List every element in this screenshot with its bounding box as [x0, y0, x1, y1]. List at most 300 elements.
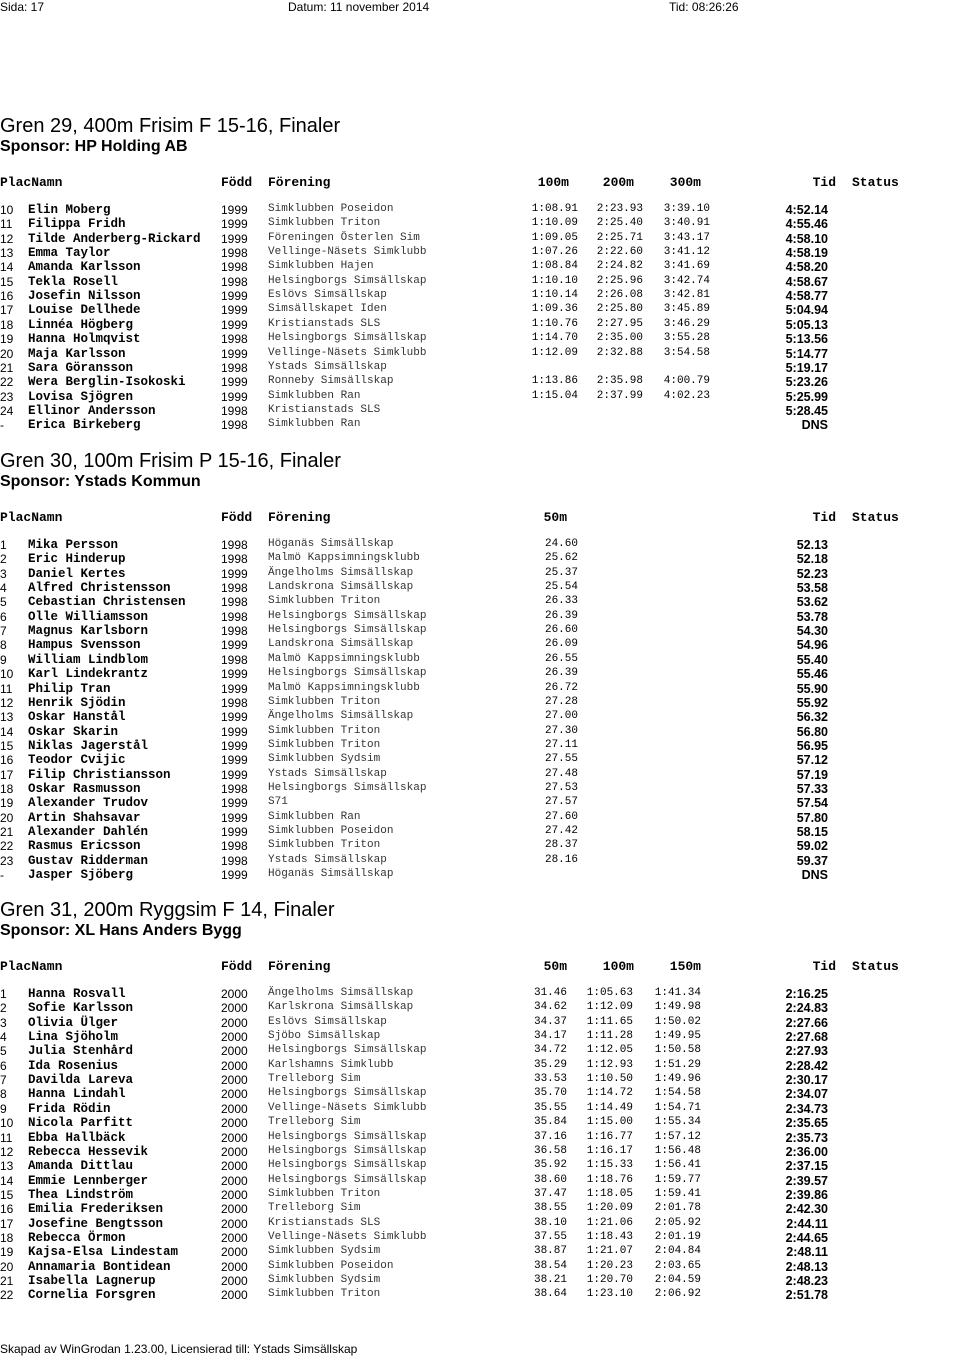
placement-cell: 20 — [0, 1259, 14, 1274]
placement-cell: 3 — [0, 1015, 7, 1030]
table-row — [0, 1288, 960, 1302]
split-time-cell: 26.72 — [544, 681, 578, 694]
club-cell: Malmö Kappsimningsklubb — [268, 552, 420, 565]
final-time-cell: 2:44.65 — [785, 1230, 828, 1245]
split-time-cell: 28.37 — [544, 839, 578, 852]
swimmer-name-cell: Hanna Holmqvist — [28, 332, 141, 347]
club-cell: Simklubben Poseidon — [268, 203, 394, 215]
table-row — [0, 739, 960, 753]
club-cell: Simklubben Triton — [268, 217, 381, 230]
birth-year-cell: 1999 — [221, 346, 248, 361]
birth-year-cell: 1999 — [221, 289, 248, 304]
table-row — [0, 1059, 960, 1073]
split-time-cell: 1:09.36 — [531, 303, 578, 316]
placement-cell: 20 — [0, 810, 14, 825]
swimmer-name-cell: Filippa Fridh — [28, 217, 126, 232]
split-time-cell: 27.30 — [544, 724, 578, 737]
table-row — [0, 404, 960, 418]
placement-cell: 13 — [0, 710, 14, 725]
column-header-row — [0, 959, 960, 975]
final-time-cell: 58.15 — [796, 825, 828, 839]
final-time-cell: 54.96 — [796, 638, 828, 653]
split-time-cell: 35.84 — [533, 1116, 567, 1129]
column-time: Tid — [812, 959, 836, 974]
table-row — [0, 1102, 960, 1116]
birth-year-cell: 1999 — [221, 389, 248, 404]
swimmer-name-cell: Tilde Anderberg-Rickard — [28, 231, 201, 246]
column-header-row — [0, 510, 960, 526]
final-time-cell: 4:58.19 — [785, 246, 828, 261]
table-row — [0, 1001, 960, 1015]
club-cell: Simklubben Poseidon — [268, 1259, 394, 1272]
swimmer-name-cell: Hanna Rosvall — [28, 987, 126, 1001]
split-time-cell: 27.28 — [544, 695, 578, 708]
placement-cell: 17 — [0, 303, 14, 318]
placement-cell: 22 — [0, 839, 14, 854]
split-time-cell: 38.10 — [533, 1216, 567, 1229]
club-cell: Kristianstads SLS — [268, 1216, 381, 1229]
club-cell: Föreningen Österlen Sim — [268, 231, 420, 244]
split-time-cell: 34.62 — [533, 1001, 567, 1014]
swimmer-name-cell: William Lindblom — [28, 652, 149, 667]
swimmer-name-cell: Karl Lindekrantz — [28, 667, 149, 682]
split-time-cell: 25.54 — [544, 581, 578, 594]
event-sponsor: Sponsor: HP Holding AB — [0, 138, 188, 155]
birth-year-cell: 1999 — [221, 738, 248, 753]
split-time-cell: 1:21.07 — [586, 1245, 633, 1258]
table-row — [0, 567, 960, 581]
birth-year-cell: 1998 — [221, 839, 248, 854]
club-cell: Vellinge-Näsets Simklubb — [268, 246, 427, 259]
split-time-cell: 1:12.09 — [531, 346, 578, 359]
split-time-cell: 1:14.70 — [531, 332, 578, 345]
birth-year-cell: 1999 — [221, 753, 248, 768]
birth-year-cell: 1999 — [221, 667, 248, 682]
split-time-cell: 1:18.05 — [586, 1187, 633, 1200]
club-cell: Vellinge-Näsets Simklubb — [268, 346, 427, 359]
club-cell: Ängelholms Simsällskap — [268, 987, 414, 999]
table-row — [0, 1245, 960, 1259]
table-row — [0, 581, 960, 595]
club-cell: Helsingborgs Simsällskap — [268, 1144, 427, 1157]
club-cell: Helsingborgs Simsällskap — [268, 1130, 427, 1143]
split-time-cell: 1:49.95 — [654, 1030, 701, 1043]
club-cell: Malmö Kappsimningsklubb — [268, 681, 420, 694]
club-cell: Simklubben Triton — [268, 1187, 381, 1200]
split-time-cell: 1:10.14 — [531, 289, 578, 302]
split-time-cell: 4:02.23 — [663, 389, 710, 402]
swimmer-name-cell: Louise Dellhede — [28, 303, 141, 318]
club-cell: Ystads Simsällskap — [268, 360, 387, 373]
club-cell: Simklubben Triton — [268, 695, 381, 708]
split-time-cell: 1:05.63 — [586, 987, 633, 999]
placement-cell: 13 — [0, 246, 14, 261]
swimmer-name-cell: Amanda Karlsson — [28, 260, 141, 275]
birth-year-cell: 2000 — [221, 1116, 248, 1131]
club-cell: S71 — [268, 796, 288, 809]
table-row — [0, 1217, 960, 1231]
split-time-cell: 1:56.48 — [654, 1144, 701, 1157]
birth-year-cell: 2000 — [221, 987, 248, 1001]
column-club: Förening — [268, 175, 331, 190]
final-time-cell: 59.37 — [796, 853, 828, 868]
split-time-cell: 1:11.65 — [586, 1015, 633, 1028]
swimmer-name-cell: Rebecca Hessevik — [28, 1144, 149, 1159]
placement-cell: 9 — [0, 652, 7, 667]
table-row — [0, 854, 960, 868]
swimmer-name-cell: Sara Göransson — [28, 360, 134, 375]
final-time-cell: 5:04.94 — [785, 303, 828, 318]
birth-year-cell: 2000 — [221, 1230, 248, 1245]
final-time-cell: 2:27.93 — [785, 1044, 828, 1059]
birth-year-cell: 1998 — [221, 652, 248, 667]
table-row — [0, 753, 960, 767]
swimmer-name-cell: Emilia Frederiksen — [28, 1202, 164, 1217]
placement-cell: 12 — [0, 1144, 14, 1159]
table-row — [0, 1159, 960, 1173]
final-time-cell: 2:16.25 — [785, 987, 828, 1001]
table-row — [0, 1044, 960, 1058]
split-time-cell: 3:40.91 — [663, 217, 710, 230]
split-time-cell: 37.55 — [533, 1230, 567, 1243]
placement-cell: - — [0, 418, 4, 433]
birth-year-cell: 1998 — [221, 695, 248, 710]
table-row — [0, 418, 960, 432]
placement-cell: 17 — [0, 767, 14, 782]
split-time-cell: 37.47 — [533, 1187, 567, 1200]
birth-year-cell: 1998 — [221, 624, 248, 639]
final-time-cell: 2:48.23 — [785, 1274, 828, 1288]
swimmer-name-cell: Olivia Ülger — [28, 1015, 119, 1030]
split-time-cell: 33.53 — [533, 1073, 567, 1086]
birth-year-cell: 1998 — [221, 552, 248, 567]
club-cell: Helsingborgs Simsällskap — [268, 274, 427, 287]
split-time-cell: 1:11.28 — [586, 1030, 633, 1043]
final-time-cell: 5:14.77 — [785, 346, 828, 361]
swimmer-name-cell: Josefin Nilsson — [28, 289, 141, 304]
split-time-cell: 3:43.17 — [663, 231, 710, 244]
placement-cell: 8 — [0, 1087, 7, 1102]
swimmer-name-cell: Wera Berglin-Isokoski — [28, 375, 186, 390]
final-time-cell: 2:30.17 — [785, 1073, 828, 1088]
club-cell: Eslövs Simsällskap — [268, 1015, 387, 1028]
birth-year-cell: 1999 — [221, 217, 248, 232]
birth-year-cell: 2000 — [221, 1288, 248, 1303]
table-row — [0, 725, 960, 739]
club-cell: Malmö Kappsimningsklubb — [268, 652, 420, 665]
swimmer-name-cell: Elin Moberg — [28, 203, 111, 217]
placement-cell: 14 — [0, 1173, 14, 1188]
split-time-cell: 1:50.02 — [654, 1015, 701, 1028]
birth-year-cell: 2000 — [221, 1274, 248, 1288]
split-time-cell: 1:15.04 — [531, 389, 578, 402]
split-time-cell: 2:25.71 — [596, 231, 643, 244]
birth-year-cell: 2000 — [221, 1159, 248, 1174]
split-time-cell: 1:09.05 — [531, 231, 578, 244]
swimmer-name-cell: Amanda Dittlau — [28, 1159, 134, 1174]
split-time-cell: 26.09 — [544, 638, 578, 651]
club-cell: Landskrona Simsällskap — [268, 638, 414, 651]
placement-cell: 11 — [0, 681, 13, 696]
split-time-cell: 1:12.93 — [586, 1058, 633, 1071]
club-cell: Simklubben Sydsim — [268, 1274, 381, 1286]
swimmer-name-cell: Linnéa Högberg — [28, 317, 134, 332]
swimmer-name-cell: Lina Sjöholm — [28, 1030, 119, 1045]
split-time-cell: 2:24.82 — [596, 260, 643, 273]
final-time-cell: DNS — [801, 418, 828, 433]
final-time-cell: 2:35.73 — [785, 1130, 828, 1145]
final-time-cell: 2:35.65 — [785, 1116, 828, 1131]
split-time-cell: 1:08.84 — [531, 260, 578, 273]
placement-cell: 4 — [0, 581, 7, 596]
swimmer-name-cell: Isabella Lagnerup — [28, 1274, 156, 1288]
swimmer-name-cell: Jasper Sjöberg — [28, 868, 134, 883]
swimmer-name-cell: Thea Lindström — [28, 1187, 134, 1202]
final-time-cell: 52.18 — [796, 552, 828, 567]
table-row — [0, 782, 960, 796]
birth-year-cell: 1998 — [221, 332, 248, 347]
split-time-cell: 2:03.65 — [654, 1259, 701, 1272]
split-time-cell: 38.87 — [533, 1245, 567, 1258]
page-header — [0, 0, 960, 14]
split-time-cell: 2:25.80 — [596, 303, 643, 316]
table-row — [0, 217, 960, 231]
split-time-cell: 2:37.99 — [596, 389, 643, 402]
column-split: 100m — [602, 959, 634, 974]
birth-year-cell: 2000 — [221, 1058, 248, 1073]
club-cell: Simklubben Triton — [268, 738, 381, 751]
split-time-cell: 1:15.33 — [586, 1159, 633, 1172]
swimmer-name-cell: Hampus Svensson — [28, 638, 141, 653]
birth-year-cell: 2000 — [221, 1245, 248, 1260]
swimmer-name-cell: Tekla Rosell — [28, 274, 119, 289]
placement-cell: 14 — [0, 724, 14, 739]
club-cell: Helsingborgs Simsällskap — [268, 1173, 427, 1186]
birth-year-cell: 1999 — [221, 825, 248, 839]
column-year: Född — [221, 959, 253, 974]
birth-year-cell: 1998 — [221, 246, 248, 261]
placement-cell: 16 — [0, 753, 14, 768]
swimmer-name-cell: Mika Persson — [28, 538, 119, 552]
swimmer-name-cell: Alexander Dahlén — [28, 825, 149, 839]
swimmer-name-cell: Davilda Lareva — [28, 1073, 134, 1088]
swimmer-name-cell: Eric Hinderup — [28, 552, 126, 567]
final-time-cell: 2:39.57 — [785, 1173, 828, 1188]
placement-cell: 10 — [0, 1116, 14, 1131]
split-time-cell: 27.53 — [544, 781, 578, 794]
birth-year-cell: 2000 — [221, 1173, 248, 1188]
table-row — [0, 361, 960, 375]
swimmer-name-cell: Olle Williamsson — [28, 609, 149, 624]
split-time-cell: 25.62 — [544, 552, 578, 565]
club-cell: Vellinge-Näsets Simklubb — [268, 1101, 427, 1114]
split-time-cell: 2:32.88 — [596, 346, 643, 359]
swimmer-name-cell: Cebastian Christensen — [28, 595, 186, 610]
swimmer-name-cell: Ebba Hallbäck — [28, 1130, 126, 1145]
final-time-cell: 57.12 — [796, 753, 828, 768]
birth-year-cell: 1999 — [221, 303, 248, 318]
birth-year-cell: 1999 — [221, 203, 248, 217]
swimmer-name-cell: Annamaria Bontidean — [28, 1259, 171, 1274]
table-row — [0, 1174, 960, 1188]
placement-cell: 19 — [0, 1245, 14, 1260]
club-cell: Landskrona Simsällskap — [268, 581, 414, 594]
split-time-cell: 2:26.08 — [596, 289, 643, 302]
placement-cell: 16 — [0, 289, 14, 304]
event-title: Gren 29, 400m Frisim F 15-16, Finaler — [0, 115, 341, 137]
final-time-cell: 52.13 — [796, 538, 828, 552]
placement-cell: 15 — [0, 274, 14, 289]
placement-cell: 2 — [0, 552, 7, 567]
club-cell: Helsingborgs Simsällskap — [268, 1087, 427, 1100]
club-cell: Ystads Simsällskap — [268, 853, 387, 866]
final-time-cell: 5:05.13 — [785, 317, 828, 332]
split-time-cell: 1:55.34 — [654, 1116, 701, 1129]
birth-year-cell: 1999 — [221, 231, 248, 246]
split-time-cell: 38.60 — [533, 1173, 567, 1186]
split-time-cell: 1:59.41 — [654, 1187, 701, 1200]
table-row — [0, 825, 960, 839]
table-row — [0, 696, 960, 710]
swimmer-name-cell: Lovisa Sjögren — [28, 389, 134, 404]
split-time-cell: 1:10.09 — [531, 217, 578, 230]
final-time-cell: 4:58.67 — [785, 274, 828, 289]
split-time-cell: 28.16 — [544, 853, 578, 866]
birth-year-cell: 2000 — [221, 1015, 248, 1030]
birth-year-cell: 1999 — [221, 566, 248, 581]
swimmer-name-cell: Filip Christiansson — [28, 767, 171, 782]
club-cell: Helsingborgs Simsällskap — [268, 332, 427, 345]
split-time-cell: 3:54.58 — [663, 346, 710, 359]
split-time-cell: 24.60 — [544, 538, 578, 550]
split-time-cell: 25.37 — [544, 566, 578, 579]
column-split: 50m — [543, 510, 567, 525]
birth-year-cell: 1998 — [221, 609, 248, 624]
final-time-cell: 2:44.11 — [786, 1216, 828, 1231]
split-time-cell: 1:18.76 — [586, 1173, 633, 1186]
event-title: Gren 30, 100m Frisim P 15-16, Finaler — [0, 450, 341, 472]
split-time-cell: 26.55 — [544, 652, 578, 665]
column-year: Född — [221, 510, 253, 525]
club-cell: Ronneby Simsällskap — [268, 375, 394, 388]
placement-cell: 13 — [0, 1159, 14, 1174]
final-time-cell: DNS — [801, 868, 828, 883]
split-time-cell: 3:42.74 — [663, 274, 710, 287]
placement-cell: 14 — [0, 260, 14, 275]
placement-cell: 2 — [0, 1001, 7, 1016]
placement-cell: 10 — [0, 203, 14, 217]
swimmer-name-cell: Ellinor Andersson — [28, 403, 156, 418]
final-time-cell: 53.62 — [796, 595, 828, 610]
placement-cell: 15 — [0, 738, 14, 753]
column-time: Tid — [812, 510, 836, 525]
final-time-cell: 4:58.77 — [785, 289, 828, 304]
club-cell: Ängelholms Simsällskap — [268, 566, 414, 579]
table-row — [0, 246, 960, 260]
placement-cell: 23 — [0, 389, 14, 404]
table-row — [0, 624, 960, 638]
club-cell: Höganäs Simsällskap — [268, 538, 394, 550]
birth-year-cell: 1998 — [221, 418, 248, 433]
table-row — [0, 796, 960, 810]
placement-cell: 7 — [0, 1073, 7, 1088]
column-club: Förening — [268, 510, 331, 525]
column-split: 50m — [543, 959, 567, 974]
final-time-cell: 2:42.30 — [785, 1202, 828, 1217]
table-row — [0, 538, 960, 552]
event-title: Gren 31, 200m Ryggsim F 14, Finaler — [0, 899, 335, 921]
birth-year-cell: 2000 — [221, 1044, 248, 1059]
table-row — [0, 232, 960, 246]
column-plac-name: PlacNamn — [0, 959, 63, 974]
table-row — [0, 839, 960, 853]
swimmer-name-cell: Nicola Parfitt — [28, 1116, 134, 1131]
split-time-cell: 35.92 — [533, 1159, 567, 1172]
split-time-cell: 1:14.72 — [586, 1087, 633, 1100]
table-row — [0, 1087, 960, 1101]
split-time-cell: 37.16 — [533, 1130, 567, 1143]
final-time-cell: 2:34.07 — [785, 1087, 828, 1102]
club-cell: Simklubben Triton — [268, 839, 381, 852]
table-row — [0, 710, 960, 724]
final-time-cell: 2:48.13 — [785, 1259, 828, 1274]
final-time-cell: 4:55.46 — [785, 217, 828, 232]
split-time-cell: 38.54 — [533, 1259, 567, 1272]
split-time-cell: 1:49.96 — [654, 1073, 701, 1086]
club-cell: Ystads Simsällskap — [268, 767, 387, 780]
placement-cell: 9 — [0, 1101, 7, 1116]
table-row — [0, 1116, 960, 1130]
club-cell: Simklubben Sydsim — [268, 1245, 381, 1258]
swimmer-name-cell: Oskar Hanstål — [28, 710, 126, 725]
split-time-cell: 2:35.98 — [596, 375, 643, 388]
table-row — [0, 638, 960, 652]
split-time-cell: 2:27.95 — [596, 317, 643, 330]
final-time-cell: 55.46 — [796, 667, 828, 682]
club-cell: Simsällskapet Iden — [268, 303, 387, 316]
birth-year-cell: 2000 — [221, 1144, 248, 1159]
split-time-cell: 26.39 — [544, 667, 578, 680]
final-time-cell: 59.02 — [796, 839, 828, 854]
birth-year-cell: 2000 — [221, 1087, 248, 1102]
final-time-cell: 53.58 — [796, 581, 828, 596]
final-time-cell: 57.80 — [796, 810, 828, 825]
split-time-cell: 4:00.79 — [663, 375, 710, 388]
split-time-cell: 35.55 — [533, 1101, 567, 1114]
table-row — [0, 1231, 960, 1245]
table-row — [0, 868, 960, 882]
final-time-cell: 2:27.68 — [785, 1030, 828, 1045]
club-cell: Helsingborgs Simsällskap — [268, 624, 427, 637]
placement-cell: 21 — [0, 360, 14, 375]
split-time-cell: 1:12.09 — [586, 1001, 633, 1014]
table-row — [0, 318, 960, 332]
split-time-cell: 1:20.09 — [586, 1202, 633, 1215]
club-cell: Vellinge-Näsets Simklubb — [268, 1230, 427, 1243]
split-time-cell: 2:22.60 — [596, 246, 643, 259]
split-time-cell: 38.64 — [533, 1288, 567, 1301]
swimmer-name-cell: Niklas Jagerstål — [28, 738, 149, 753]
swimmer-name-cell: Philip Tran — [28, 681, 111, 696]
swimmer-name-cell: Rasmus Ericsson — [28, 839, 141, 854]
placement-cell: 21 — [0, 1274, 14, 1288]
swimmer-name-cell: Oskar Rasmusson — [28, 781, 141, 796]
split-time-cell: 31.46 — [533, 987, 567, 999]
club-cell: Kristianstads SLS — [268, 403, 381, 416]
birth-year-cell: 2000 — [221, 1030, 248, 1045]
split-time-cell: 1:50.58 — [654, 1044, 701, 1057]
split-time-cell: 27.00 — [544, 710, 578, 723]
